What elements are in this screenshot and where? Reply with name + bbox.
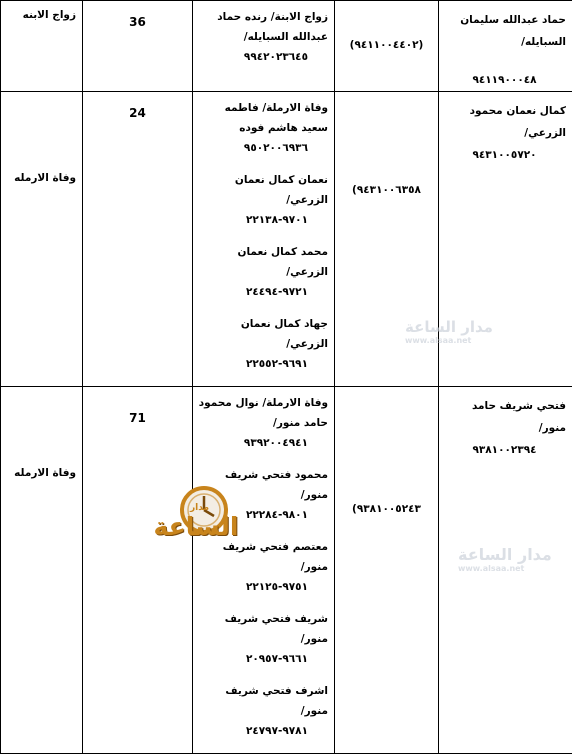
count-cell — [83, 1, 193, 92]
registration-cell — [335, 387, 439, 754]
status-text: زواج الابنه — [1, 1, 82, 21]
watermark-brand: مدار الساعة — [405, 318, 493, 336]
heir-name: معتصم فتحي شريف منور/ — [197, 537, 328, 577]
deceased-name: حماد عبدالله سليمان السبايله/ — [460, 14, 566, 48]
deceased-cell — [439, 387, 572, 754]
heir-name: اشرف فتحي شريف منور/ — [197, 681, 328, 721]
heir-number: ٩٣٩٢٠٠٤٩٤١ — [197, 433, 328, 453]
heir-name: شريف فتحي شريف منور/ — [197, 609, 328, 649]
status-cell — [1, 92, 83, 387]
heir-name: جهاد كمال نعمان الزرعي/ — [197, 314, 328, 354]
count-text: 36 — [83, 1, 192, 29]
heir-name: محمد كمال نعمان الزرعي/ — [197, 242, 328, 282]
heirs-cell — [193, 387, 335, 754]
heir-number: ٩٧٨١-٢٤٧٩٧ — [197, 721, 328, 741]
table-row — [1, 92, 572, 387]
heir-entry — [197, 609, 328, 669]
heir-name: وفاة الارملة/ فاطمه سعيد هاشم فوده — [197, 98, 328, 138]
heir-number: ٩٥٠٢٠٠٦٩٣٦ — [197, 138, 328, 158]
heir-entry — [197, 242, 328, 302]
deceased-name: فتحي شريف حامد منور/ — [472, 400, 566, 434]
heir-number: ٩٦٩١-٢٢٥٥٢ — [197, 354, 328, 374]
heir-number: ٩٦٦١-٢٠٩٥٧ — [197, 649, 328, 669]
registration-cell — [335, 92, 439, 387]
heir-number: ٩٧٠١-٢٢١٣٨ — [197, 210, 328, 230]
deceased-number: ٩٤١١٩٠٠٠٤٨ — [443, 69, 566, 91]
heir-name: زواج الابنة/ رنده حماد عبدالله السبايله/ — [197, 7, 328, 47]
heir-entry — [197, 314, 328, 374]
watermark-site: www.alsaa.net — [458, 564, 552, 573]
logo-text: الساعة — [148, 512, 244, 541]
registration-number: (٩٣٨١٠٠٥٢٤٣ — [335, 387, 438, 515]
deceased-name: كمال نعمان محمود الزرعي/ — [470, 105, 566, 139]
heir-entry — [197, 170, 328, 230]
status-cell — [1, 387, 83, 754]
status-cell — [1, 1, 83, 92]
heir-number: ٩٧٢١-٢٤٤٩٤ — [197, 282, 328, 302]
deceased-number: ٩٣٨١٠٠٢٣٩٤ — [443, 439, 566, 461]
deceased-cell — [439, 1, 572, 92]
table-row — [1, 1, 572, 92]
watermark-site: www.alsaa.net — [405, 336, 493, 345]
deceased-number: ٩٤٣١٠٠٥٧٢٠ — [443, 144, 566, 166]
heir-number: ٩٩٤٢٠٢٣٦٤٥ — [197, 47, 328, 67]
heir-number: ٩٧٥١-٢٢١٢٥ — [197, 577, 328, 597]
heir-entry — [197, 98, 328, 158]
heir-name: وفاة الارملة/ نوال محمود حامد منور/ — [197, 393, 328, 433]
heir-number: ٩٨٠١-٢٢٢٨٤ — [197, 505, 328, 525]
count-cell — [83, 92, 193, 387]
status-text: وفاة الارمله — [1, 387, 82, 479]
heir-name: نعمان كمال نعمان الزرعي/ — [197, 170, 328, 210]
table-row — [1, 387, 572, 754]
logo-small-text: مدار — [190, 503, 209, 513]
count-cell — [83, 387, 193, 754]
heir-entry — [197, 681, 328, 741]
heir-name: محمود فتحي شريف منور/ — [197, 465, 328, 505]
heirs-cell — [193, 1, 335, 92]
registration-number: (٩٤١١٠٠٤٤٠٢) — [335, 1, 438, 51]
heir-entry — [197, 393, 328, 453]
registration-number: (٩٤٣١٠٠٦٣٥٨ — [335, 92, 438, 196]
count-text: 71 — [83, 387, 192, 425]
heirs-cell — [193, 92, 335, 387]
heir-entry — [197, 7, 328, 67]
deceased-cell — [439, 92, 572, 387]
registration-cell — [335, 1, 439, 92]
count-text: 24 — [83, 92, 192, 120]
status-text: وفاة الارمله — [1, 92, 82, 184]
watermark-brand: مدار الساعة — [458, 545, 552, 564]
